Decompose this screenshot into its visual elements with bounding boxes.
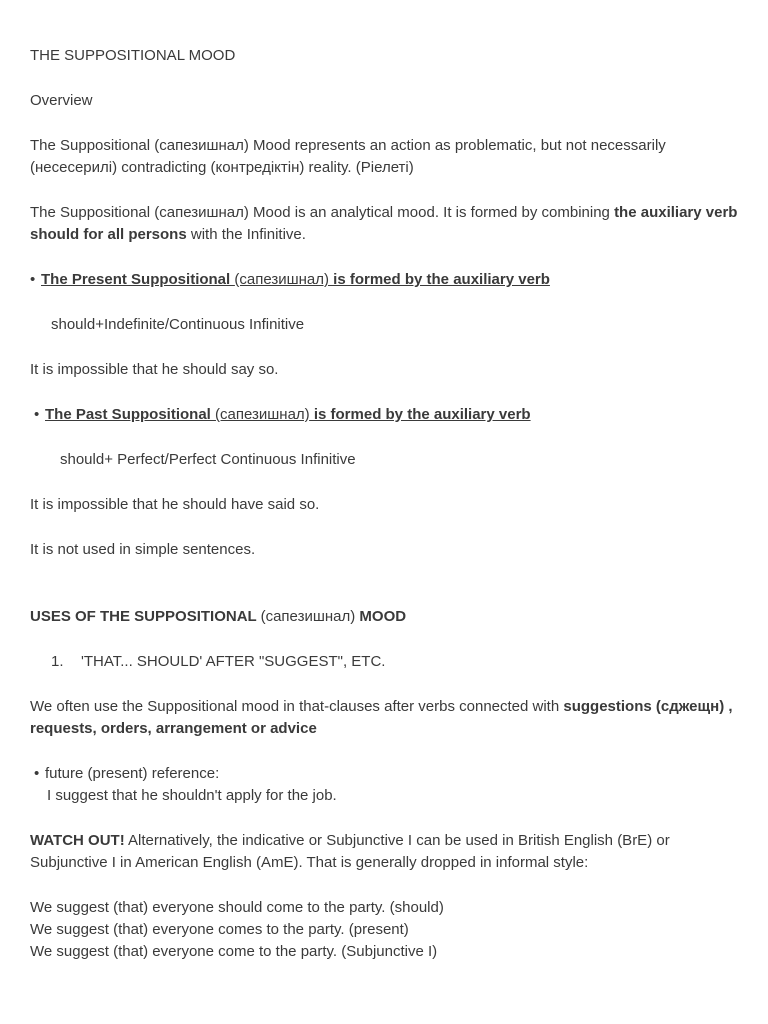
uses-heading-a: USES OF THE SUPPOSITIONAL: [30, 608, 261, 625]
past-example: It is impossible that he should have said so.: [30, 496, 320, 513]
watch-out-label: WATCH OUT!: [30, 832, 125, 849]
example-sentence: We suggest (that) everyone come to the party. (Subjunctive I): [30, 943, 438, 960]
bullet-dot: •: [34, 406, 40, 423]
uses-heading: [30, 606, 740, 628]
formation-tail: with the Infinitive.: [186, 226, 306, 243]
present-suppositional-head: The Present Suppositional: [41, 271, 235, 288]
present-formula: should+Indefinite/Continuous Infinitive: [51, 316, 305, 333]
past-formula: should+ Perfect/Perfect Continuous Infinitive: [60, 451, 356, 468]
uses-heading-transcription: (сапезишнал): [260, 608, 356, 625]
past-suppositional-bullet: [30, 404, 740, 426]
document-body: [30, 45, 740, 963]
formation-text: The Suppositional (сапезишнал) Mood is an analytical mood. It is formed by combining: [30, 204, 615, 221]
item-text: 'THAT... SHOULD' AFTER "SUGGEST", ETC.: [81, 653, 386, 670]
past-suppositional-head: The Past Suppositional: [45, 406, 216, 423]
present-suppositional-bullet: [30, 269, 740, 291]
overview-heading: Overview: [30, 92, 93, 109]
present-suppositional-tail: is formed by the auxiliary verb: [329, 271, 550, 288]
future-reference-label: future (present) reference:: [45, 765, 220, 782]
suggestions-text: We often use the Suppositional mood in that-clauses after verbs connected with: [30, 698, 564, 715]
uses-heading-c: MOOD: [355, 608, 407, 625]
page-title: THE SUPPOSITIONAL MOOD: [30, 47, 236, 64]
watch-out-text: Alternatively, the indicative or Subjunctive I can be used in British English (BrE) or Subjunctive I in American English (AmE). That is generally dropped in informal style:: [30, 832, 670, 871]
formation-paragraph: [30, 202, 740, 246]
formation-bold: the auxiliary verb should for all persons: [30, 204, 738, 243]
example-sentence: We suggest (that) everyone should come to the party. (should): [30, 899, 444, 916]
numbered-item-1: [30, 651, 740, 673]
watch-out-paragraph: [30, 830, 740, 874]
bullet-dot: •: [34, 765, 40, 782]
not-used-note: It is not used in simple sentences.: [30, 541, 256, 558]
example-sentence: We suggest (that) everyone comes to the party. (present): [30, 921, 409, 938]
future-reference-bullet: [30, 763, 740, 785]
definition-paragraph: The Suppositional (сапезишнал) Mood represents an action as problematic, but not necessarily (несесерилі) contradicting (контредіктін) reality. (Pіелеті): [30, 137, 666, 176]
future-reference-example: I suggest that he shouldn't apply for the job.: [47, 787, 337, 804]
present-example: It is impossible that he should say so.: [30, 361, 279, 378]
bullet-dot: •: [30, 271, 36, 288]
item-number: 1.: [51, 653, 64, 670]
present-suppositional-transcription: (сапезишнал): [234, 271, 329, 288]
past-suppositional-transcription: (сапезишнал): [215, 406, 310, 423]
suggestions-bold: suggestions (сджещн) , requests, orders, arrangement or advice: [30, 698, 733, 737]
past-suppositional-tail: is formed by the auxiliary verb: [309, 406, 531, 423]
suggestions-paragraph: [30, 696, 740, 740]
